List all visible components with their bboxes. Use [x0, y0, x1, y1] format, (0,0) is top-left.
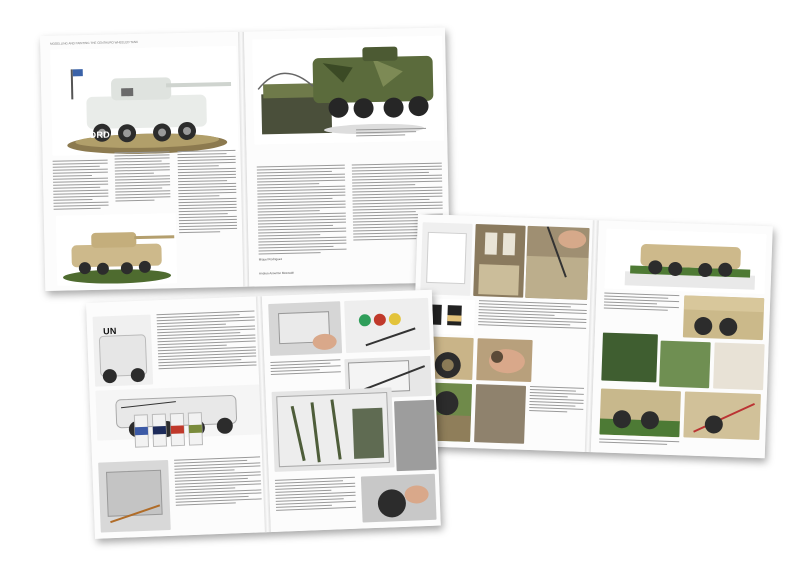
photo-desert-vehicle-on-base: [605, 229, 767, 295]
body-text-col1: [53, 160, 109, 212]
signature-right: Andrea Anselmo Mezzadri: [258, 270, 295, 276]
photo-static-grass: [659, 341, 711, 389]
body-text-left-bottom: [174, 456, 262, 507]
section-title-foreword: FOREWORD: [53, 129, 111, 141]
photo-snow-base-white: [420, 222, 472, 296]
photo-weathering-brush: [683, 391, 761, 440]
photo-camo-streaking: [272, 387, 395, 472]
photo-un-vehicle-white: [93, 315, 154, 387]
magazine-spread-foreword: [40, 28, 450, 291]
body-text-left: [478, 300, 587, 331]
body-text-right-bottom: [275, 477, 356, 513]
photo-hatch-detail: [268, 301, 342, 356]
body-text-left-bottom: [529, 386, 584, 415]
body-text-col2: [114, 151, 170, 203]
photo-tufts-jar: [601, 333, 658, 383]
page-right: [262, 290, 441, 532]
body-text-left-top: [156, 311, 256, 371]
photo-brush-texture: [525, 226, 589, 300]
photo-applicator: [713, 342, 765, 390]
photo-side-view: [683, 295, 764, 340]
page-header-left: MODELLING AND PAINTING THE CENTAURO WHEELED TANK: [50, 39, 139, 46]
photo-rock-detail: [474, 384, 526, 444]
photo-desert-tank: [56, 213, 177, 285]
photo-paint-palette: [344, 298, 430, 353]
magazine-spread-un-vehicle: [86, 290, 441, 539]
photo-hand-sponge: [476, 338, 532, 382]
photo-vehicle-interior: [98, 460, 171, 533]
photo-wheel-weathering: [361, 474, 437, 523]
un-marking: UN: [102, 325, 117, 337]
page-right: [591, 220, 773, 458]
body-text-right-col1: [257, 165, 347, 256]
photo-ak-paint-bottles: [130, 402, 212, 453]
photo-hand-tool: [394, 400, 437, 471]
photo-finished-grass: [599, 388, 681, 437]
body-text-col3: [177, 150, 237, 235]
photo-paint-jars: [473, 224, 525, 298]
page-left: [410, 214, 594, 452]
page-left: [40, 32, 245, 291]
signature-left: Miquel Rodriguez: [258, 256, 283, 262]
body-text-right-top: [270, 359, 341, 377]
caption-right-bottom: [599, 438, 679, 447]
magazine-spread-desert-base: [410, 214, 773, 458]
caption-stryker: [356, 128, 426, 138]
page-left: [86, 296, 267, 538]
caption-right-top: [604, 293, 680, 314]
